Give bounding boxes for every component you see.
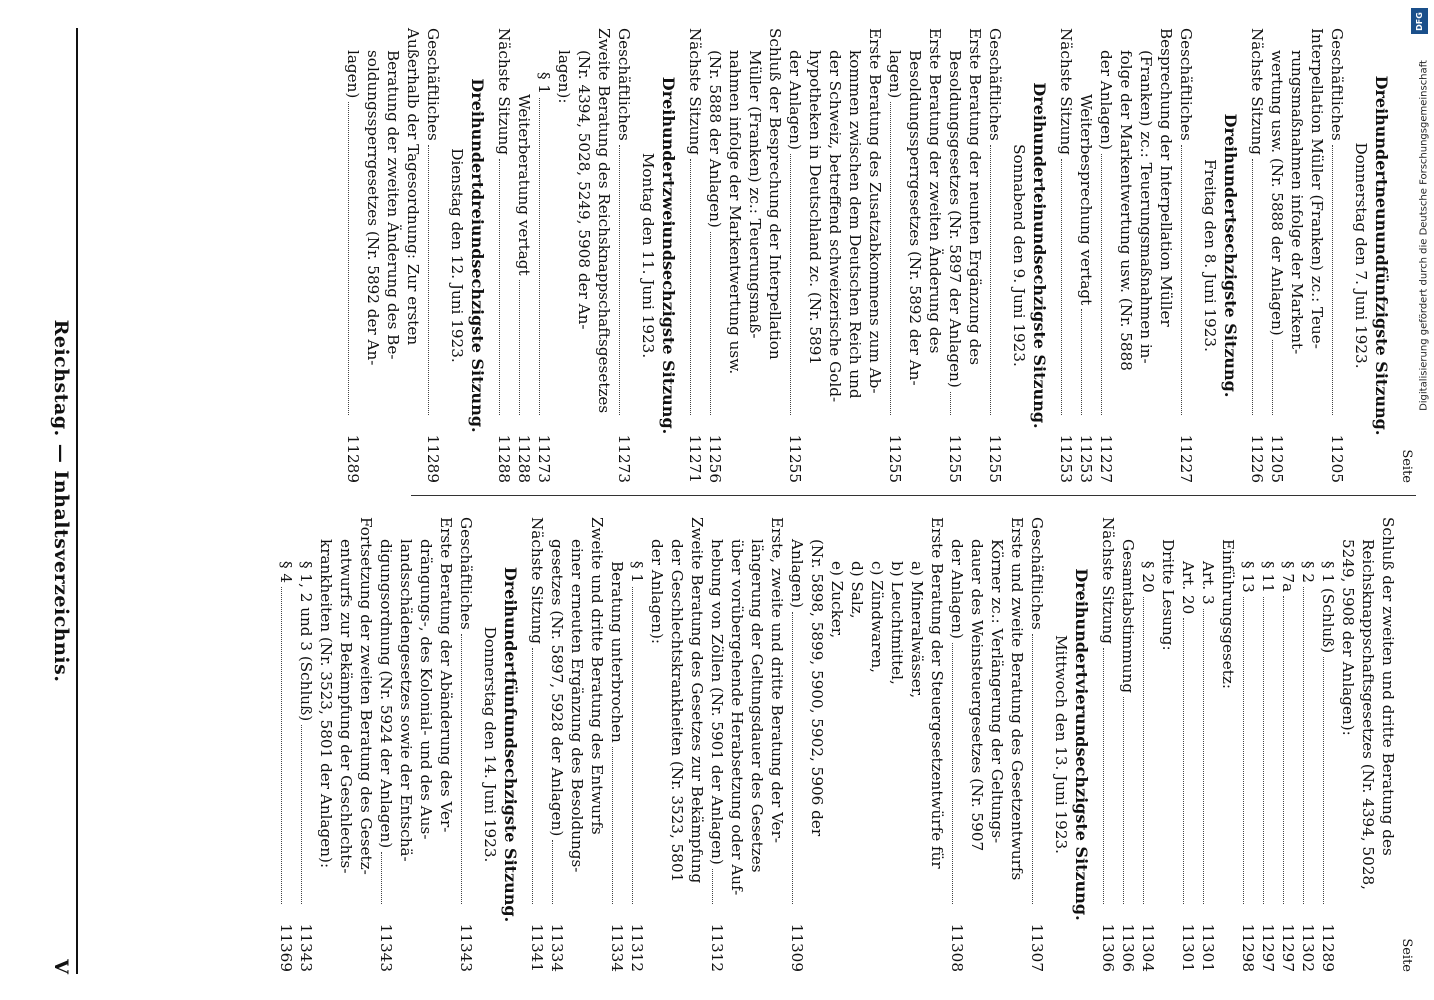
toc-entry: [607, 517, 627, 972]
page-number: 11304: [1139, 923, 1157, 972]
list-item: e) Zucker,: [828, 561, 846, 639]
toc-entry: [296, 517, 316, 972]
toc-entry: [945, 28, 965, 483]
entry-text: der Anlagen): [948, 539, 966, 639]
page-number: 11253: [1077, 434, 1095, 483]
entry-text: Besoldungsgesetzes (Nr. 5897 der Anlagen): [946, 50, 964, 388]
list-item: c) Zündwaren,: [868, 561, 886, 674]
entry-text: Nächste Sitzung: [1248, 28, 1266, 155]
entry-line: (Nr. 4394, 5028, 5249, 5908 der An-: [575, 50, 593, 330]
section-title: Dreihundertsechzigste Sitzung.: [1221, 113, 1240, 398]
page-number: 11205: [1328, 434, 1346, 483]
entry-line: Schluß der Besprechung der Interpellation: [766, 28, 784, 360]
page-number: 11273: [535, 434, 553, 483]
entry-text: § 20: [1139, 561, 1157, 593]
section-title: Dreihundertdreiundsechzigste Sitzung.: [468, 78, 487, 433]
page-number: 11297: [1259, 923, 1277, 972]
toc-entry: [456, 517, 476, 972]
toc-entry: [1318, 517, 1338, 972]
toc-entry: [1176, 28, 1196, 483]
page-number: 11255: [786, 434, 804, 483]
toc-entry: [1258, 517, 1278, 972]
entry-line: Müller (Franken) zc.: Teuerungsmaß-: [746, 50, 764, 339]
entry-text: § 7a: [1279, 561, 1297, 593]
entry-text: hebung von Zöllen (Nr. 5901 der Anlagen): [708, 539, 726, 865]
entry-text: Nächste Sitzung: [495, 28, 513, 155]
entry-text: Anlagen): [788, 539, 806, 609]
entry-text: Geschäftliches: [1328, 28, 1346, 141]
toc-entry: [376, 517, 396, 972]
column-divider: [411, 495, 1416, 496]
entry-line: über vorübergehende Herabsetzung oder Auf-: [728, 539, 746, 896]
entry-text: lagen): [886, 50, 904, 99]
entry-text: lagen): [344, 50, 362, 99]
entry-text: § 1, 2 und 3 (Schluß): [297, 561, 315, 722]
entry-line: hypotheken in Deutschland zc. (Nr. 5891: [806, 50, 824, 366]
toc-entry: [1278, 517, 1298, 972]
entry-line: 5249, 5908 der Anlagen):: [1339, 539, 1357, 736]
page-number: 11289: [1319, 923, 1337, 972]
page-number: 11308: [948, 923, 966, 972]
entry-line: einer erneuten Ergänzung des Besoldungs-: [568, 539, 586, 873]
entry-text: der Anlagen): [1097, 50, 1115, 150]
toc-entry: [614, 28, 634, 483]
page-number: 11307: [1028, 923, 1046, 972]
entry-line: Zweite und dritte Beratung des Entwurfs: [588, 517, 606, 835]
entry-line: (Nr. 5898, 5899, 5900, 5902, 5906 der: [808, 539, 826, 837]
page-number: 11334: [548, 923, 566, 972]
entry-line: Einführungsgesetz:: [1219, 539, 1237, 689]
entry-text: Geschäftliches: [1177, 28, 1195, 141]
entry-line: kommen zwischen dem Deutschen Reich und: [846, 50, 864, 399]
entry-line: landsschädengesetzes sowie der Entschä-: [397, 539, 415, 862]
toc-entry: [527, 517, 547, 972]
entry-line: Dritte Lesung:: [1159, 539, 1177, 651]
entry-text: Geschäftliches: [1028, 517, 1046, 630]
toc-entry: [534, 28, 554, 483]
toc-entry: [1056, 28, 1076, 483]
entry-line: krankheiten (Nr. 3523, 5801 der Anlagen):: [317, 539, 335, 869]
entry-text: § 13: [1239, 561, 1257, 593]
page-number: 11227: [1177, 434, 1195, 483]
page-number: 11273: [615, 434, 633, 483]
entry-line: längerung der Geltungsdauer des Gesetzes: [748, 539, 766, 873]
toc-entry: [1027, 517, 1047, 972]
entry-line: Erste Beratung der Abänderung des Ver-: [437, 517, 455, 833]
page-number: 11343: [377, 923, 395, 972]
page-number: 11255: [886, 434, 904, 483]
toc-entry: [1267, 28, 1287, 483]
page-number: 11301: [1179, 923, 1197, 972]
entry-line: Erste, zweite und dritte Beratung der Ver-: [768, 517, 786, 844]
toc-entry: [547, 517, 567, 972]
toc-entry: [627, 517, 647, 972]
section-date: Sonnabend den 9. Juni 1923.: [1010, 144, 1028, 367]
entry-line: der Geschlechtskrankheiten (Nr. 3523, 5801: [668, 539, 686, 883]
entry-text: Nächste Sitzung: [1099, 517, 1117, 644]
entry-line: Beratung der zweiten Änderung des Be-: [384, 50, 402, 360]
section-date: Mittwoch den 13. Juni 1923.: [1052, 635, 1070, 854]
entry-text: Nächste Sitzung: [1057, 28, 1075, 155]
toc-entry: [1247, 28, 1267, 483]
toc-entry: [423, 28, 443, 483]
page-number: 11309: [788, 923, 806, 972]
entry-text: Art. 3: [1199, 561, 1217, 605]
entry-line: Erste Beratung der zweiten Änderung des: [926, 28, 944, 354]
toc-entry: [885, 28, 905, 483]
section-title: Dreihundertzweiundsechzigste Sitzung.: [659, 76, 678, 435]
entry-line: Zweite Beratung des Reichsknappschaftsgesetzes: [595, 28, 613, 414]
entry-line: folge der Markentwertung usw. (Nr. 5888: [1117, 50, 1135, 371]
entry-line: der Schweiz, betreffend schweizerische Gold-: [826, 50, 844, 403]
toc-entry: [685, 28, 705, 483]
entry-line: Erste Beratung der neunten Ergänzung des: [966, 28, 984, 366]
toc-entry: [985, 28, 1005, 483]
entry-text: (Nr. 5888 der Anlagen): [706, 50, 724, 228]
entry-line: nahmen infolge der Markentwertung usw.: [726, 50, 744, 375]
entry-line: Erste Beratung der Steuergesetzentwürfe für: [928, 517, 946, 869]
entry-line: Fortsetzung der zweiten Beratung des Gesetz-: [357, 517, 375, 875]
entry-text: § 2: [1299, 561, 1317, 584]
section-date: Donnerstag den 7. Juni 1923.: [1352, 142, 1370, 369]
toc-entry: [1138, 517, 1158, 972]
entry-text: wertung usw. (Nr. 5888 der Anlagen): [1268, 50, 1286, 336]
page-number: 11341: [528, 923, 546, 972]
entry-text: § 1: [628, 561, 646, 584]
toc-entry: [1098, 517, 1118, 972]
entry-text: Weiterberatung vertagt: [515, 94, 533, 276]
entry-line: rungsmaßnahmen infolge der Markent-: [1288, 50, 1306, 355]
entry-text: Art. 20: [1179, 561, 1197, 615]
entry-line: Erste und zweite Beratung des Gesetzentwurfs: [1008, 517, 1026, 881]
entry-line: soldungssperrgesetzes (Nr. 5892 der An-: [364, 50, 382, 366]
toc-entry: [707, 517, 727, 972]
toc-entry: [787, 517, 807, 972]
page-number: 11288: [515, 434, 533, 483]
page-number: 11302: [1299, 923, 1317, 972]
toc-entry: [276, 517, 296, 972]
page-number: 11312: [628, 923, 646, 972]
entry-text: § 1: [535, 72, 553, 95]
section-title: Dreihundertfünfundsechzigste Sitzung.: [501, 566, 520, 923]
toc-entry: [1178, 517, 1198, 972]
page-number: 11343: [297, 923, 315, 972]
section-date: Freitag den 8. Juni 1923.: [1201, 159, 1219, 352]
entry-line: Erste Beratung des Zusatzabkommens zum Ab-: [866, 28, 884, 394]
toc-entry: [705, 28, 725, 483]
list-item: b) Leuchtmittel,: [888, 561, 906, 685]
page-number: 11301: [1199, 923, 1217, 972]
entry-text: Nächste Sitzung: [686, 28, 704, 155]
entry-text: gesetzes (Nr. 5897, 5928 der Anlagen): [548, 539, 566, 837]
entry-line: der Anlagen):: [648, 539, 666, 644]
digitization-text: Digitalisierung gefördert durch die Deutsche Forschungsgemeinschaft: [1418, 60, 1430, 411]
section-date: Montag den 11. Juni 1923.: [639, 152, 657, 359]
section-date: Dienstag den 12. Juni 1923.: [448, 148, 466, 363]
toc-entry: [947, 517, 967, 972]
toc-entry: [514, 28, 534, 483]
entry-text: Geschäftliches: [986, 28, 1004, 141]
section-title: Dreihunderteinundsechzigste Sitzung.: [1030, 82, 1049, 429]
seite-label: Seite: [1399, 938, 1414, 972]
entry-text: digungsordnung (Nr. 5924 der Anlagen): [377, 539, 395, 849]
toc-entry: [343, 28, 363, 483]
page-number: 11227: [1097, 434, 1115, 483]
entry-text: Beratung unterbrochen: [608, 561, 626, 743]
digitization-note: [1410, 40, 1430, 440]
entry-line: lagen):: [555, 50, 573, 104]
dfg-logo-text: DFG: [1415, 11, 1425, 31]
page-number: 11255: [946, 434, 964, 483]
page-number: 11312: [708, 923, 726, 972]
page-number: 11226: [1248, 434, 1266, 483]
page-number: 11297: [1279, 923, 1297, 972]
entry-line: Zweite Beratung des Gesetzes zur Bekämpfung: [688, 517, 706, 884]
entry-text: Gesamtabstimmung: [1119, 539, 1137, 694]
toc-entry: [785, 28, 805, 483]
entry-line: dauer des Weinsteuergesetzes (Nr. 5907: [968, 539, 986, 852]
toc-entry: [1298, 517, 1318, 972]
entry-line: Außerhalb der Tagesordnung: Zur ersten: [404, 28, 422, 346]
entry-text: Geschäftliches: [615, 28, 633, 141]
page-number: 11255: [986, 434, 1004, 483]
entry-line: (Franken) zc.: Teuerungsmaßnahmen in-: [1137, 50, 1155, 364]
page-number: 11306: [1119, 923, 1137, 972]
page-number: 11256: [706, 434, 724, 483]
entry-text: Geschäftliches: [457, 517, 475, 630]
toc-entry: [1118, 517, 1138, 972]
header-rule: [76, 28, 78, 974]
section-title: Dreihundertvierundsechzigste Sitzung.: [1072, 568, 1091, 921]
left-column: [343, 28, 1416, 483]
right-column: [276, 517, 1416, 972]
toc-entry: [1198, 517, 1218, 972]
entry-line: drängungs-, des Kolonial- und des Aus-: [417, 539, 435, 840]
entry-text: § 1 (Schluß): [1319, 561, 1337, 654]
entry-line: Besprechung der Interpellation Müller: [1157, 28, 1175, 327]
entry-text: § 11: [1259, 561, 1277, 593]
entry-text: § 4: [277, 561, 295, 584]
entry-line: entwurfs zur Bekämpfung der Geschlechts-: [337, 539, 355, 874]
entry-text: der Anlagen): [786, 50, 804, 150]
entry-line: Interpellation Müller (Franken) zc.: Teue-: [1308, 28, 1326, 349]
toc-entry: [1327, 28, 1347, 483]
entry-line: Schluß der zweiten und dritte Beratung des: [1379, 517, 1397, 856]
page-number: 11289: [344, 434, 362, 483]
toc-entry: [1076, 28, 1096, 483]
list-item: d) Salz,: [848, 561, 866, 619]
entry-line: Reichsknappschaftsgesetzes (Nr. 4394, 5028,: [1359, 539, 1377, 890]
entry-text: Geschäftliches: [424, 28, 442, 141]
entry-line: Körner zc.: Verlängerung der Geltungs-: [988, 539, 1006, 844]
page-number: 11369: [277, 923, 295, 972]
page-number: 11288: [495, 434, 513, 483]
page-number: 11253: [1057, 434, 1075, 483]
toc-entry: [1238, 517, 1258, 972]
entry-text: Weiterbesprechung vertagt: [1077, 94, 1095, 306]
page-number: 11271: [686, 434, 704, 483]
page-number: 11334: [608, 923, 626, 972]
page-number: 11306: [1099, 923, 1117, 972]
seite-label: Seite: [1399, 449, 1414, 483]
page-number: 11343: [457, 923, 475, 972]
dfg-logo-icon: [1411, 8, 1428, 34]
section-title: Dreihundertneunundfünfzigste Sitzung.: [1372, 75, 1391, 436]
page-number: 11298: [1239, 923, 1257, 972]
page-number-roman: V: [50, 959, 72, 974]
list-item: a) Mineralwässer,: [908, 561, 926, 699]
entry-text: Nächste Sitzung: [528, 517, 546, 644]
page-number: 11289: [424, 434, 442, 483]
page-header: [46, 28, 72, 974]
page-number: 11205: [1268, 434, 1286, 483]
toc-entry: [1096, 28, 1116, 483]
entry-line: Besoldungssperrgesetzes (Nr. 5892 der An-: [906, 50, 924, 386]
toc-entry: [494, 28, 514, 483]
section-date: Donnerstag den 14. Juni 1923.: [481, 626, 499, 863]
running-title: Reichstag. — Inhaltsverzeichnis.: [50, 319, 72, 683]
